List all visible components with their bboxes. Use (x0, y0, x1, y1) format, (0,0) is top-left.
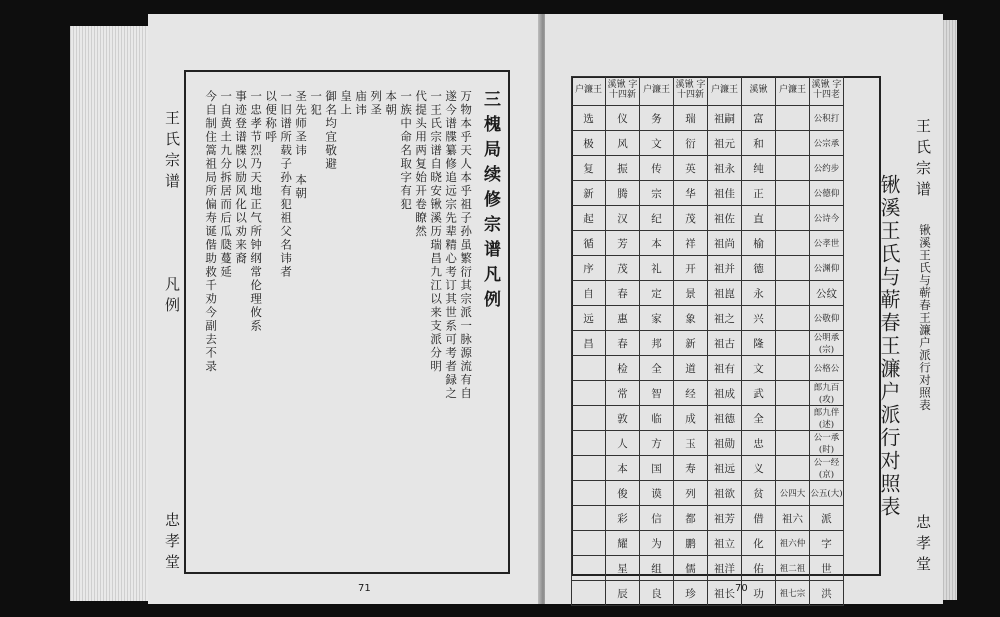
table-cell: 常 (606, 381, 640, 406)
table-row (572, 456, 844, 481)
table-cell: 成 (674, 406, 708, 431)
table-cell: 公格公 (810, 356, 844, 381)
table-title: 锹溪王氏与蕲春王濂户派行对照表 (877, 174, 901, 519)
margin-subtitle: 锹溪王氏与蕲春王濂户派行对照表 (918, 224, 932, 412)
table-cell: 祖嗣 (708, 106, 742, 131)
table-cell: 序 (572, 256, 606, 281)
table-row (572, 231, 844, 256)
table-cell: 循 (572, 231, 606, 256)
table-row (572, 181, 844, 206)
text-column: 万物本乎天人本乎祖子孙虽繁衍其宗派一脉源流有自 (459, 90, 474, 401)
table-cell: 茂 (674, 206, 708, 231)
table-cell: 公一经(京) (810, 456, 844, 481)
table-cell: 谟 (640, 481, 674, 506)
table-cell: 祖六 (776, 506, 810, 531)
table-cell: 派 (810, 506, 844, 531)
table-cell: 祖六仲 (776, 531, 810, 556)
table-cell: 祖永 (708, 156, 742, 181)
table-row (572, 356, 844, 381)
table-cell: 全 (742, 406, 776, 431)
table-cell: 邦 (640, 331, 674, 356)
table-cell: 贫 (742, 481, 776, 506)
table-cell: 春 (606, 281, 640, 306)
table-cell: 公宗承 (810, 131, 844, 156)
text-column: 一自黄土九分拆居而后瓜瓞蔓延 (219, 90, 234, 279)
table-cell: 华 (674, 181, 708, 206)
table-cell: 祖元 (708, 131, 742, 156)
table-cell: 文 (640, 131, 674, 156)
table-row (572, 131, 844, 156)
table-cell: 复 (572, 156, 606, 181)
table-cell: 道 (674, 356, 708, 381)
table-cell: 星 (606, 556, 640, 581)
table-cell: 祖之 (708, 306, 742, 331)
table-header: 户濂王 (708, 77, 742, 106)
table-row (572, 106, 844, 131)
table-header: 户濂王 (572, 77, 606, 106)
table-cell: 振 (606, 156, 640, 181)
table-cell: 榆 (742, 231, 776, 256)
generation-table (571, 76, 844, 606)
table-cell: 化 (742, 531, 776, 556)
table-cell (572, 481, 606, 506)
table-row (572, 256, 844, 281)
table-cell: 传 (640, 156, 674, 181)
table-cell: 定 (640, 281, 674, 306)
table-cell (572, 506, 606, 531)
table-row (572, 531, 844, 556)
table-cell: 祖立 (708, 531, 742, 556)
table-cell: 辰 (606, 581, 640, 606)
table-cell: 祥 (674, 231, 708, 256)
table-cell (776, 206, 810, 231)
table-cell: 祖七宗 (776, 581, 810, 606)
table-cell: 为 (640, 531, 674, 556)
table-cell: 正 (742, 181, 776, 206)
table-cell: 都 (674, 506, 708, 531)
table-cell: 人 (606, 431, 640, 456)
table-row (572, 381, 844, 406)
table-cell: 借 (742, 506, 776, 531)
margin-hall: 忠孝堂 (914, 514, 932, 577)
table-cell: 彩 (606, 506, 640, 531)
table-cell: 智 (640, 381, 674, 406)
text-column: 遂今谱牒纂修追远宗先辈精心考订其世系可考者録之 (444, 90, 459, 401)
table-cell: 景 (674, 281, 708, 306)
table-cell: 腾 (606, 181, 640, 206)
table-row (572, 506, 844, 531)
table-cell: 公敬仰 (810, 306, 844, 331)
table-cell: 世 (810, 556, 844, 581)
table-cell: 兴 (742, 306, 776, 331)
table-cell: 昌 (572, 331, 606, 356)
left-page (148, 14, 540, 604)
table-row (572, 556, 844, 581)
table-cell: 公约步 (810, 156, 844, 181)
table-cell: 武 (742, 381, 776, 406)
table-cell (776, 131, 810, 156)
table-cell: 礼 (640, 256, 674, 281)
table-cell: 经 (674, 381, 708, 406)
table-cell: 祖有 (708, 356, 742, 381)
table-cell: 祖芳 (708, 506, 742, 531)
table-cell: 瑞 (674, 106, 708, 131)
table-cell: 义 (742, 456, 776, 481)
page-number: 71 (358, 583, 371, 594)
table-cell: 功 (742, 581, 776, 606)
table-cell: 珍 (674, 581, 708, 606)
text-column: 一王氏宗谱自晓安锹溪历瑞昌九江以来支派分明 (429, 90, 444, 374)
table-row (572, 306, 844, 331)
table-cell: 列 (674, 481, 708, 506)
margin-title: 王氏宗谱 (914, 118, 932, 202)
table-cell: 玉 (674, 431, 708, 456)
table-cell: 信 (640, 506, 674, 531)
table-cell: 象 (674, 306, 708, 331)
right-page (545, 14, 943, 604)
table-cell: 汉 (606, 206, 640, 231)
table-row (572, 481, 844, 506)
table-row (572, 206, 844, 231)
margin-title: 王氏宗谱 (163, 110, 181, 194)
table-row (572, 331, 844, 356)
text-column: 一旧谱所载子孙有犯祖父名讳者 (279, 90, 294, 279)
table-header: 溪锹 字十四新 (674, 77, 708, 106)
table-cell (776, 106, 810, 131)
table-cell: 祖崑 (708, 281, 742, 306)
table-cell: 自 (572, 281, 606, 306)
table-cell (776, 306, 810, 331)
table-cell: 祖二祖 (776, 556, 810, 581)
table-header: 溪锹 (742, 77, 776, 106)
text-column: 一犯 (309, 90, 324, 117)
table-cell: 仪 (606, 106, 640, 131)
table-cell: 新 (674, 331, 708, 356)
table-cell: 极 (572, 131, 606, 156)
text-column: 皇上 (339, 90, 354, 117)
table-header: 户濂王 (776, 77, 810, 106)
page-stack-edge-right (943, 20, 957, 600)
text-column: 御名均宜敬避 (324, 90, 339, 171)
table-cell: 耀 (606, 531, 640, 556)
table-cell: 祖勋 (708, 431, 742, 456)
text-column: 列圣 (369, 90, 384, 117)
text-column: 本朝 (384, 90, 399, 117)
table-cell: 公积打 (810, 106, 844, 131)
text-column: 庙讳 (354, 90, 369, 117)
table-cell: 宗 (640, 181, 674, 206)
table-cell: 组 (640, 556, 674, 581)
table-row (572, 281, 844, 306)
text-column: 一族中命名取字有犯 (399, 90, 414, 212)
table-header: 户濂王 (640, 77, 674, 106)
table-cell: 新 (572, 181, 606, 206)
text-column: 一忠孝节烈乃天地正气所钟纲常伦理攸系 (249, 90, 264, 333)
table-cell: 敦 (606, 406, 640, 431)
table-header: 溪锹 字十四新 (606, 77, 640, 106)
table-cell: 国 (640, 456, 674, 481)
table-cell (572, 456, 606, 481)
table-cell: 字 (810, 531, 844, 556)
table-cell: 儒 (674, 556, 708, 581)
table-cell (776, 381, 810, 406)
table-row (572, 406, 844, 431)
table-cell: 芳 (606, 231, 640, 256)
table-cell: 郎九伴(述) (810, 406, 844, 431)
table-cell (776, 156, 810, 181)
table-cell (776, 331, 810, 356)
table-cell: 祖德 (708, 406, 742, 431)
table-cell: 洪 (810, 581, 844, 606)
table-cell: 开 (674, 256, 708, 281)
table-cell: 惠 (606, 306, 640, 331)
table-cell: 富 (742, 106, 776, 131)
table-cell: 祖尚 (708, 231, 742, 256)
table-cell (776, 256, 810, 281)
table-cell: 公四大 (776, 481, 810, 506)
table-cell: 本 (640, 231, 674, 256)
table-cell: 检 (606, 356, 640, 381)
text-column: 圣先师圣讳 本朝 (294, 90, 309, 201)
table-cell: 佑 (742, 556, 776, 581)
table-cell: 祖长 (708, 581, 742, 606)
table-cell (776, 281, 810, 306)
table-cell: 公纹 (810, 281, 844, 306)
table-cell: 英 (674, 156, 708, 181)
table-cell: 纯 (742, 156, 776, 181)
table-cell: 务 (640, 106, 674, 131)
table-cell: 衍 (674, 131, 708, 156)
table-cell: 忠 (742, 431, 776, 456)
table-cell: 春 (606, 331, 640, 356)
table-cell: 公德仰 (810, 181, 844, 206)
table-cell: 本 (606, 456, 640, 481)
table-cell: 公一承(时) (810, 431, 844, 456)
table-cell: 方 (640, 431, 674, 456)
table-cell: 祖欲 (708, 481, 742, 506)
table-cell (572, 556, 606, 581)
table-cell: 起 (572, 206, 606, 231)
table-cell: 祖远 (708, 456, 742, 481)
table-cell: 和 (742, 131, 776, 156)
table-cell (776, 406, 810, 431)
table-cell (776, 231, 810, 256)
text-column: 代提头用两复始开卷瞭然 (414, 90, 429, 239)
table-cell (572, 381, 606, 406)
table-cell: 祖佐 (708, 206, 742, 231)
table-cell: 郎九百(攻) (810, 381, 844, 406)
text-column: 事迹登谱牒以励风化以劝来裔 (234, 90, 249, 266)
table-cell: 德 (742, 256, 776, 281)
margin-section: 凡例 (163, 276, 181, 318)
table-cell (776, 431, 810, 456)
table-cell: 俊 (606, 481, 640, 506)
page-stack-edge (70, 26, 150, 601)
table-cell: 隆 (742, 331, 776, 356)
table-cell: 永 (742, 281, 776, 306)
table-cell: 纪 (640, 206, 674, 231)
table-cell: 公渊仰 (810, 256, 844, 281)
table-cell: 公孝世 (810, 231, 844, 256)
table-row (572, 431, 844, 456)
table-cell: 祖佳 (708, 181, 742, 206)
table-cell: 祖成 (708, 381, 742, 406)
table-row (572, 156, 844, 181)
margin-hall: 忠孝堂 (163, 512, 181, 575)
table-cell: 寿 (674, 456, 708, 481)
table-cell (776, 181, 810, 206)
table-cell: 祖洋 (708, 556, 742, 581)
table-row (572, 581, 844, 606)
page-number: 70 (735, 583, 748, 594)
page-heading: 三槐局续修宗谱凡例 (480, 90, 500, 315)
table-cell: 全 (640, 356, 674, 381)
table-cell: 临 (640, 406, 674, 431)
table-cell (572, 356, 606, 381)
table-header: 溪锹 字十四老 (810, 77, 844, 106)
table-cell (572, 431, 606, 456)
text-column: 今自制住篙祖局所偏寿诞偕助救千劝今副去不录 (204, 90, 219, 374)
table-cell: 文 (742, 356, 776, 381)
table-cell: 公明承(宗) (810, 331, 844, 356)
table-cell: 鹏 (674, 531, 708, 556)
table-cell: 祖并 (708, 256, 742, 281)
table-cell: 茂 (606, 256, 640, 281)
table-cell: 风 (606, 131, 640, 156)
table-cell: 良 (640, 581, 674, 606)
table-cell (776, 356, 810, 381)
table-cell: 公诗今 (810, 206, 844, 231)
table-cell (572, 406, 606, 431)
table-cell: 家 (640, 306, 674, 331)
table-cell: 选 (572, 106, 606, 131)
table-cell: 直 (742, 206, 776, 231)
table-cell (776, 456, 810, 481)
table-cell (572, 531, 606, 556)
table-cell: 远 (572, 306, 606, 331)
text-column: 以便称呼 (264, 90, 279, 144)
table-cell (572, 581, 606, 606)
table-cell: 公五(大) (810, 481, 844, 506)
table-cell: 祖古 (708, 331, 742, 356)
